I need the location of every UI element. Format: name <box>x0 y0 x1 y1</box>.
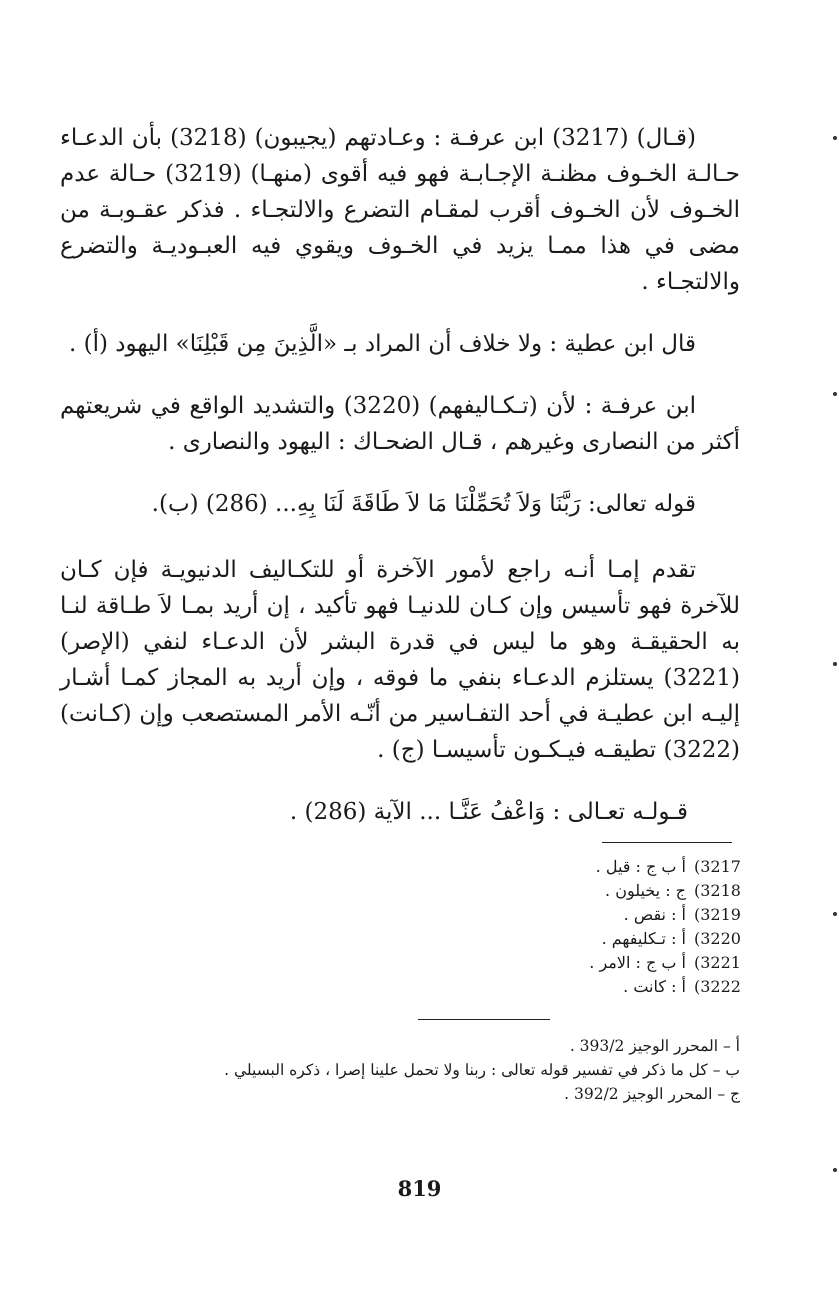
reference-item: أ – المحرر الوجيز 393/2 . <box>569 1037 740 1055</box>
note-number: (3218 <box>694 881 741 900</box>
reference-item: ج – المحرر الوجيز 392/2 . <box>564 1085 740 1103</box>
note-item <box>60 975 740 999</box>
reference-item: ب – كل ما ذكر في تفسير قوله تعالى : ربنا ولا تحمل علينا إصرا ، ذكره البسيلي . <box>224 1061 740 1079</box>
note-number: (3221 <box>694 953 741 972</box>
note-text: أ ب ج : قيل . <box>595 857 686 876</box>
scan-edge-mark <box>833 136 837 140</box>
verse-quote-forgive: قـولـه تعـالى : وَاعْفُ عَنَّـا ... الآية (286) . <box>289 799 688 825</box>
scan-edge-mark <box>833 392 837 396</box>
note-item <box>60 903 740 927</box>
paragraph-ibn-arafa-fear: (قـال) (3217) ابن عرفـة : وعـادتهم (يجيبون) (3218) بأن الدعـاء حـالـة الخـوف مظنـة الإجـابـة فهو فيه أقوى (منهـا) (3219) حـالة عدم الخـوف لأن الخـوف أقرب لمقـام التضرع والالتجـاء . فذكر عقـوبـة من مضى في هذا ممـا يزيد في الخـوف ويقوي فيه العبـوديـة والتضرع والالتجـاء . <box>60 125 741 295</box>
paragraph-ibn-atiyya: قال ابن عطية : ولا خلاف أن المراد بـ «الَّذِينَ مِن قَبْلِنَا» اليهود (أ) . <box>69 331 696 357</box>
paragraph-commentary: تقدم إمـا أنـه راجع لأمور الآخرة أو للتكـاليف الدنيويـة فإن كـان للآخرة فهو تأسيس وإن كـان للدنيـا فهو تأكيد ، إن أريد بمـا لاَ طـاقة لنـا به الحقيقـة وهو ما ليس في قدرة البشر لأن الدعـاء لنفي (الإصر) (3221) يستلزم الدعـاء بنفي ما فوقه ، وإن أريد به المجاز كمـا أشـار إليـه ابن عطيـة في أحد التفـاسير من أنّـه الأمر المستصعب وإن (كـانت) (3222) تطيقـه فيـكـون تأسيسـا (ج) . <box>60 557 740 763</box>
note-number: (3220 <box>694 929 741 948</box>
note-item <box>60 927 740 951</box>
note-text: أ ب ج : الامر . <box>589 953 686 972</box>
scan-edge-mark <box>833 1168 837 1172</box>
page-number: 819 <box>397 1176 442 1201</box>
note-text: ج : يخيلون . <box>605 881 686 900</box>
footnote-divider <box>602 842 732 843</box>
note-text: أ : نقص . <box>623 905 686 924</box>
references-divider <box>418 1019 550 1020</box>
scan-edge-mark <box>833 662 837 666</box>
note-number: (3222 <box>694 977 741 996</box>
note-item <box>60 951 740 975</box>
note-text: أ : تـكليفهم . <box>601 929 686 948</box>
variant-notes <box>60 855 740 999</box>
note-number: (3217 <box>694 857 741 876</box>
paragraph-ibn-arafa-jews: ابن عرفـة : لأن (تـكـاليفهم) (3220) والتشديد الواقع في شريعتهم أكثر من النصارى وغيرهم ، قـال الضحـاك : اليهود والنصارى . <box>60 393 740 455</box>
note-item <box>60 879 740 903</box>
note-text: أ : كانت . <box>623 977 686 996</box>
note-item <box>60 855 740 879</box>
note-number: (3219 <box>694 905 741 924</box>
page-body <box>60 120 740 1106</box>
verse-quote-286: قوله تعالى: رَبَّنَا وَلاَ تُحَمِّلْنَا مَا لاَ طَاقَةَ لَنَا بِهِ... (286) (ب). <box>151 491 696 517</box>
source-references <box>60 1034 740 1106</box>
scan-edge-mark <box>833 912 837 916</box>
